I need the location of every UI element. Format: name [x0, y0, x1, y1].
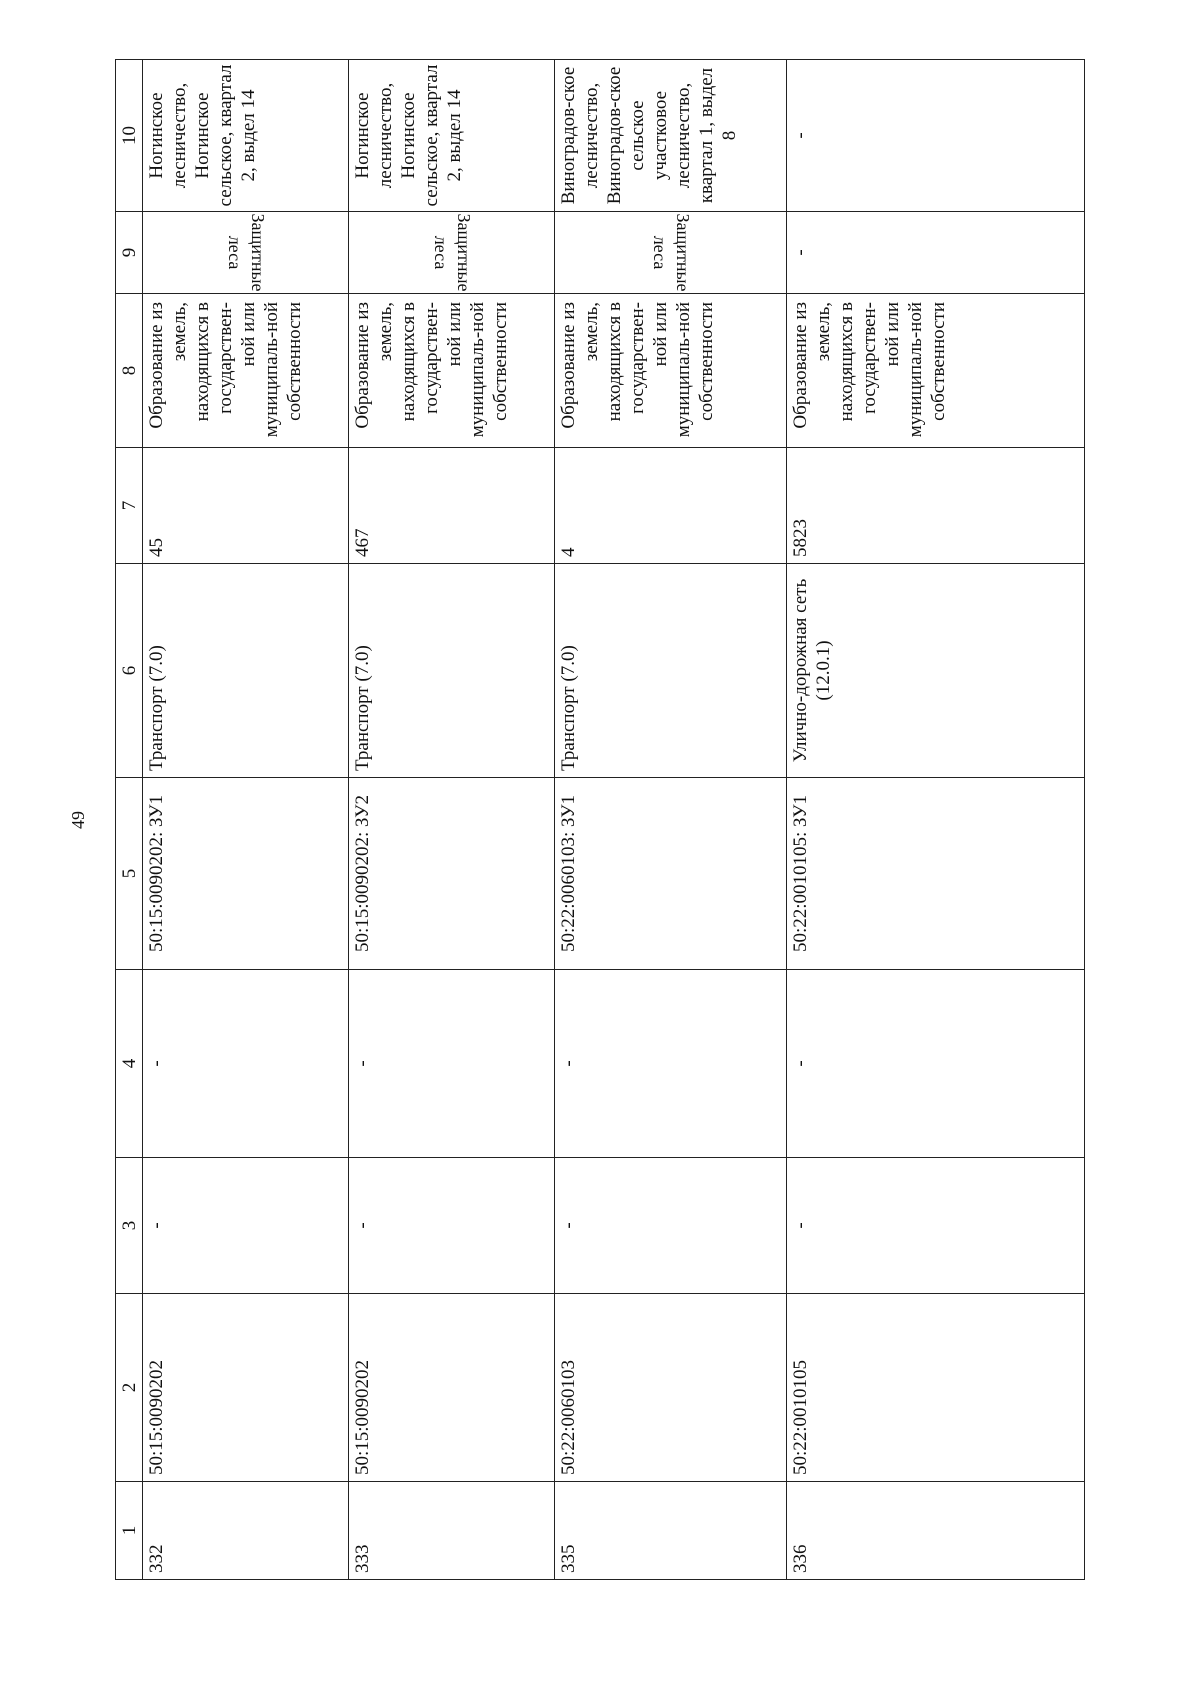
quarter-code: 50:22:0010105 — [787, 1294, 1085, 1482]
area: 4 — [555, 448, 787, 564]
header-cell: 3 — [116, 1158, 143, 1294]
table-container — [115, 60, 1085, 1580]
forest-category-text: Защитные леса — [224, 213, 268, 292]
cell-col4: - — [349, 970, 555, 1158]
cadastral-number: 50:15:0090202: ЗУ2 — [349, 778, 555, 970]
row-number: 332 — [143, 1482, 349, 1580]
header-cell: 10 — [116, 60, 143, 212]
formation-method: Образование из земель, находящихся в государствен-ной или муниципаль-ной собственности — [349, 294, 555, 448]
header-cell: 7 — [116, 448, 143, 564]
cell-col4: - — [143, 970, 349, 1158]
cell-col3: - — [143, 1158, 349, 1294]
cell-col4: - — [787, 970, 1085, 1158]
forest-category — [143, 212, 349, 294]
cell-col4: - — [555, 970, 787, 1158]
forest-category: - — [787, 212, 1085, 294]
quarter-code: 50:15:0090202 — [143, 1294, 349, 1482]
table-row — [349, 60, 555, 1580]
formation-method: Образование из земель, находящихся в государствен-ной или муниципаль-ной собственности — [555, 294, 787, 448]
forest-location: Ногинское лесничество, Ногинское сельское, квартал 2, выдел 14 — [349, 60, 555, 212]
permitted-use: Транспорт (7.0) — [143, 564, 349, 778]
quarter-code: 50:22:0060103 — [555, 1294, 787, 1482]
header-cell: 8 — [116, 294, 143, 448]
formation-method: Образование из земель, находящихся в государствен-ной или муниципаль-ной собственности — [143, 294, 349, 448]
header-cell: 6 — [116, 564, 143, 778]
row-number: 336 — [787, 1482, 1085, 1580]
header-row — [116, 60, 143, 1580]
forest-location: - — [787, 60, 1085, 212]
forest-category — [349, 212, 555, 294]
table-row — [555, 60, 787, 1580]
land-plots-table — [115, 59, 1085, 1580]
cell-col3: - — [555, 1158, 787, 1294]
forest-location: Виноградов-ское лесничество, Виноградов-ское сельское участковое лесничество, квартал 1, выдел 8 — [555, 60, 787, 212]
header-cell: 5 — [116, 778, 143, 970]
permitted-use: Транспорт (7.0) — [349, 564, 555, 778]
area: 5823 — [787, 448, 1085, 564]
area: 45 — [143, 448, 349, 564]
header-cell: 2 — [116, 1294, 143, 1482]
forest-category-text: Защитные леса — [649, 213, 693, 292]
formation-method: Образование из земель, находящихся в государствен-ной или муниципаль-ной собственности — [787, 294, 1085, 448]
permitted-use: Улично-дорожная сеть (12.0.1) — [787, 564, 1085, 778]
header-cell: 4 — [116, 970, 143, 1158]
table-row — [787, 60, 1085, 1580]
quarter-code: 50:15:0090202 — [349, 1294, 555, 1482]
page-number: 49 — [68, 811, 88, 829]
forest-category-text: Защитные леса — [430, 213, 474, 292]
cell-col3: - — [349, 1158, 555, 1294]
permitted-use: Транспорт (7.0) — [555, 564, 787, 778]
header-cell: 1 — [116, 1482, 143, 1580]
forest-location: Ногинское лесничество, Ногинское сельское, квартал 2, выдел 14 — [143, 60, 349, 212]
cadastral-number: 50:22:0060103: ЗУ1 — [555, 778, 787, 970]
table-row — [143, 60, 349, 1580]
forest-category — [555, 212, 787, 294]
area: 467 — [349, 448, 555, 564]
row-number: 333 — [349, 1482, 555, 1580]
cadastral-number: 50:22:0010105: ЗУ1 — [787, 778, 1085, 970]
cell-col3: - — [787, 1158, 1085, 1294]
rotated-table-frame — [115, 60, 1085, 1580]
cadastral-number: 50:15:0090202: ЗУ1 — [143, 778, 349, 970]
header-cell: 9 — [116, 212, 143, 294]
row-number: 335 — [555, 1482, 787, 1580]
